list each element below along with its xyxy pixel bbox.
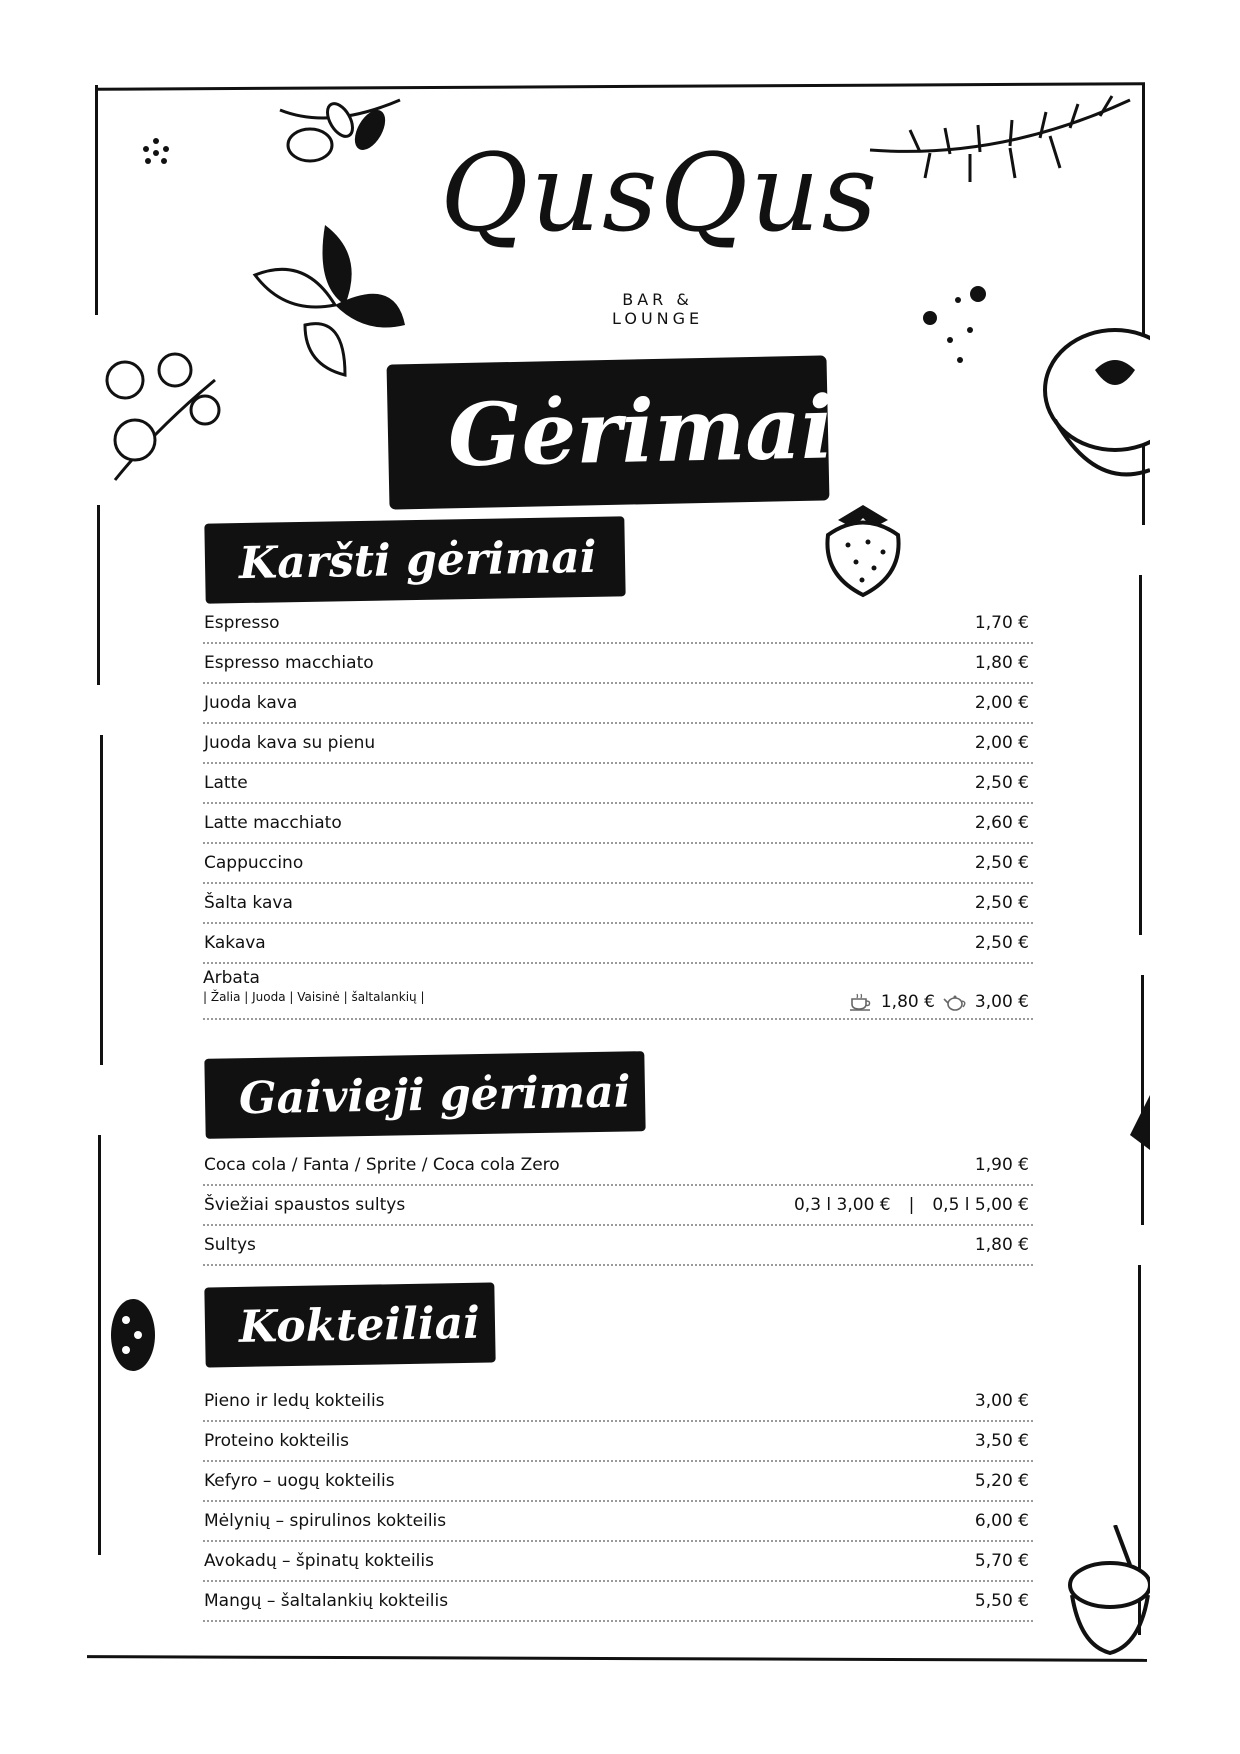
dots-icon: [138, 135, 174, 171]
tea-types: | Žalia | Juoda | Vaisinė | šaltalankių |: [203, 990, 425, 1004]
section-title-cold-drinks: Gaivieji gėrimai: [204, 1051, 645, 1139]
list-item: Avokadų – špinatų kokteilis 5,70 €: [203, 1542, 1033, 1582]
list-item: Juoda kava 2,00 €: [203, 684, 1033, 724]
section-title-cocktails: Kokteiliai: [204, 1282, 495, 1367]
logo-wordmark: QusQus: [440, 131, 880, 256]
list-item: Šalta kava 2,50 €: [203, 884, 1033, 924]
list-item: Cappuccino 2,50 €: [203, 844, 1033, 884]
list-item: Coca cola / Fanta / Sprite / Coca cola Zero 1,90 €: [203, 1146, 1033, 1186]
list-item: Latte macchiato 2,60 €: [203, 804, 1033, 844]
juice-item: Šviežiai spaustos sultys 0,3 l 3,00 € | 0,5 l 5,00 €: [203, 1186, 1033, 1226]
cold-drinks-list: [203, 1146, 1033, 1266]
glass-edge-illustration: [1128, 1095, 1150, 1155]
herb-sprig-illustration: [270, 90, 410, 200]
list-item: Latte 2,50 €: [203, 764, 1033, 804]
basil-leaves-illustration: [245, 215, 410, 380]
cocktails-list: [203, 1382, 1033, 1622]
list-item: Sultys 1,80 €: [203, 1226, 1033, 1266]
logo: [440, 131, 880, 330]
blackberry-illustration: [108, 1295, 158, 1375]
price-separator: |: [908, 1195, 915, 1215]
list-item: Mangų – šaltalankių kokteilis 5,50 €: [203, 1582, 1033, 1622]
strawberry-illustration: [818, 500, 908, 600]
section-title-hot-drinks: Karšti gėrimai: [204, 516, 625, 603]
list-item: Espresso 1,70 €: [203, 604, 1033, 644]
tea-cup-price: 1,80 €: [880, 992, 935, 1012]
rosemary-branch-illustration: [860, 90, 1140, 210]
list-item: Espresso macchiato 1,80 €: [203, 644, 1033, 684]
juice-small-price: 0,3 l 3,00 €: [793, 1195, 891, 1215]
teapot-icon: [943, 993, 967, 1011]
coffee-beans-icon: [920, 280, 990, 370]
logo-subtitle: BAR & LOUNGE: [612, 290, 704, 329]
list-item: Mėlynių – spirulinos kokteilis 6,00 €: [203, 1502, 1033, 1542]
list-item: Juoda kava su pienu 2,00 €: [203, 724, 1033, 764]
list-item: Proteino kokteilis 3,50 €: [203, 1422, 1033, 1462]
list-item: Kefyro – uogų kokteilis 5,20 €: [203, 1462, 1033, 1502]
smoothie-glass-illustration: [1060, 1525, 1150, 1655]
tea-item: [203, 964, 1033, 1020]
parsley-illustration: [95, 340, 235, 490]
list-item: Pieno ir ledų kokteilis 3,00 €: [203, 1382, 1033, 1422]
page-title: Gėrimai: [387, 355, 830, 509]
juice-large-price: 0,5 l 5,00 €: [932, 1195, 1029, 1215]
list-item: Kakava 2,50 €: [203, 924, 1033, 964]
tea-pot-price: 3,00 €: [974, 992, 1029, 1012]
tea-name: Arbata: [203, 968, 260, 988]
latte-cup-illustration: [1035, 310, 1150, 490]
hot-drinks-list: [203, 604, 1033, 1020]
teacup-icon: [849, 993, 873, 1011]
